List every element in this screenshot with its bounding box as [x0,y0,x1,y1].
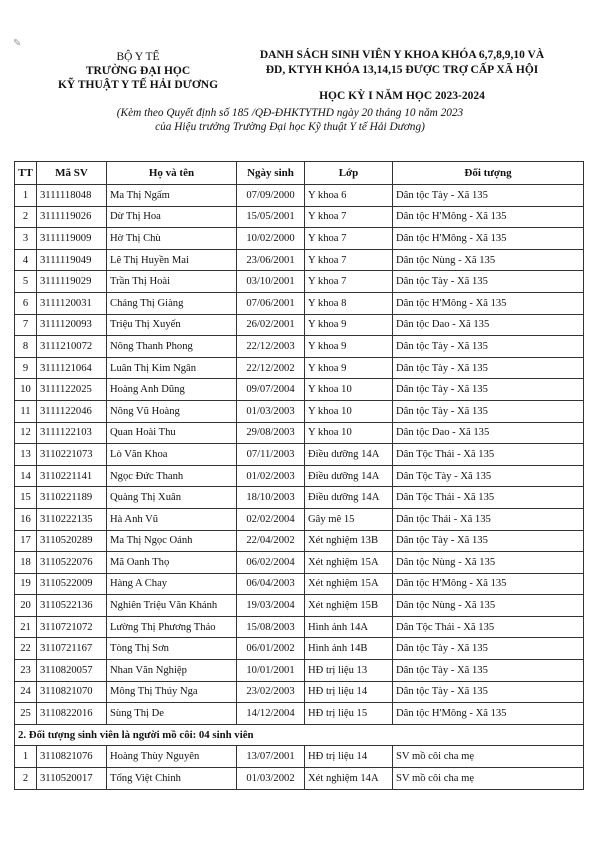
note-line-1: (Kèm theo Quyết định số 185 /QĐ-ĐHKTYTHD ngày 20 tháng 10 năm 2023 [116,107,464,119]
table-row [15,314,584,336]
cell-ho-ten: Nghiên Triệu Văn Khánh [107,595,237,617]
cell-doi-tuong: Dân tộc H'Mông - Xã 135 [393,292,584,314]
cell-ma-sv: 3110221073 [37,444,107,466]
cell-ngay-sinh: 01/03/2002 [237,768,305,790]
cell-ma-sv: 3111122103 [37,422,107,444]
cell-ngay-sinh: 15/08/2003 [237,616,305,638]
cell-ho-ten: Tống Việt Chinh [107,768,237,790]
cell-ho-ten: Dừ Thị Hoa [107,206,237,228]
cell-ma-sv: 3111120093 [37,314,107,336]
cell-ma-sv: 3110222135 [37,508,107,530]
table-row [15,638,584,660]
table-header [15,162,584,185]
cell-ho-ten: Nông Vũ Hoàng [107,400,237,422]
cell-lop: Y khoa 6 [305,185,393,207]
cell-lop: Xét nghiệm 13B [305,530,393,552]
cell-lop: Điều dưỡng 14A [305,487,393,509]
cell-ho-ten: Luân Thị Kim Ngân [107,357,237,379]
cell-lop: Y khoa 9 [305,357,393,379]
semester-title: HỌC KỲ I NĂM HỌC 2023-2024 [319,90,485,102]
cell-ho-ten: Hờ Thị Chù [107,228,237,250]
cell-ma-sv: 3110820057 [37,660,107,682]
cell-ho-ten: Sùng Thị De [107,703,237,725]
cell-ngay-sinh: 06/04/2003 [237,573,305,595]
cell-ma-sv: 3110522076 [37,552,107,574]
cell-doi-tuong: Dân tộc Tày - Xã 135 [393,379,584,401]
cell-ho-ten: Hà Anh Vũ [107,508,237,530]
cell-ngay-sinh: 02/02/2004 [237,508,305,530]
cell-ma-sv: 3110721167 [37,638,107,660]
cell-ho-ten: Mã Oanh Thọ [107,552,237,574]
cell-tt: 7 [15,314,37,336]
cell-lop: Y khoa 7 [305,249,393,271]
cell-doi-tuong: Dân tộc H'Mông - Xã 135 [393,206,584,228]
table-row [15,357,584,379]
table-row [15,530,584,552]
cell-tt: 6 [15,292,37,314]
cell-ma-sv: 3110821070 [37,681,107,703]
cell-ma-sv: 3111122046 [37,400,107,422]
col-tt: TT [15,162,37,185]
cell-lop: Y khoa 7 [305,228,393,250]
cell-ma-sv: 3111122025 [37,379,107,401]
cell-lop: Y khoa 9 [305,314,393,336]
cell-ho-ten: Hàng A Chay [107,573,237,595]
cell-tt: 19 [15,573,37,595]
cell-ho-ten: Mông Thị Thúy Nga [107,681,237,703]
col-ngay-sinh: Ngày sinh [237,162,305,185]
cell-ho-ten: Lường Thị Phương Thảo [107,616,237,638]
cell-ma-sv: 3110822016 [37,703,107,725]
cell-ngay-sinh: 07/06/2001 [237,292,305,314]
cell-tt: 8 [15,336,37,358]
cell-lop: Y khoa 8 [305,292,393,314]
cell-ngay-sinh: 06/01/2002 [237,638,305,660]
cell-tt: 15 [15,487,37,509]
cell-lop: Hình ảnh 14B [305,638,393,660]
cell-ngay-sinh: 06/02/2004 [237,552,305,574]
cell-doi-tuong: Dân tộc Tày - Xã 135 [393,185,584,207]
cell-ngay-sinh: 10/01/2001 [237,660,305,682]
cell-ngay-sinh: 19/03/2004 [237,595,305,617]
cell-doi-tuong: Dân tộc Tày - Xã 135 [393,638,584,660]
table-row [15,206,584,228]
cell-doi-tuong: Dân tộc Tày - Xã 135 [393,400,584,422]
col-lop: Lớp [305,162,393,185]
cell-ngay-sinh: 23/06/2001 [237,249,305,271]
cell-ho-ten: Ma Thị Ngấm [107,185,237,207]
scan-mark: ✎ [13,38,22,49]
table-row [15,487,584,509]
cell-tt: 9 [15,357,37,379]
cell-ho-ten: Hoàng Thùy Nguyên [107,746,237,768]
cell-doi-tuong: Dân tộc Dao - Xã 135 [393,314,584,336]
cell-lop: Xét nghiệm 14A [305,768,393,790]
cell-lop: Xét nghiệm 15A [305,552,393,574]
cell-doi-tuong: Dân tộc Tày - Xã 135 [393,271,584,293]
cell-ho-ten: Nhan Văn Nghiệp [107,660,237,682]
cell-ngay-sinh: 01/02/2003 [237,465,305,487]
cell-ngay-sinh: 01/03/2003 [237,400,305,422]
cell-ma-sv: 3110221189 [37,487,107,509]
cell-lop: Y khoa 10 [305,379,393,401]
cell-doi-tuong: Dân tộc Tày - Xã 135 [393,336,584,358]
col-doi-tuong: Đối tượng [393,162,584,185]
cell-ho-ten: Nông Thanh Phong [107,336,237,358]
cell-doi-tuong: Dân tộc H'Mông - Xã 135 [393,228,584,250]
cell-ma-sv: 3110522136 [37,595,107,617]
cell-doi-tuong: Dân tộc Tày - Xã 135 [393,660,584,682]
cell-doi-tuong: Dân Tộc Thái - Xã 135 [393,487,584,509]
issuer-block [48,50,228,92]
cell-doi-tuong: Dân tộc Nùng - Xã 135 [393,249,584,271]
cell-ngay-sinh: 23/02/2003 [237,681,305,703]
cell-ngay-sinh: 22/12/2003 [237,336,305,358]
cell-ma-sv: 3111121064 [37,357,107,379]
cell-tt: 10 [15,379,37,401]
cell-lop: HĐ trị liệu 14 [305,746,393,768]
cell-ho-ten: Tòng Thị Sơn [107,638,237,660]
cell-tt: 1 [15,185,37,207]
cell-ho-ten: Quàng Thị Xuân [107,487,237,509]
table-row [15,400,584,422]
cell-tt: 11 [15,400,37,422]
cell-tt: 18 [15,552,37,574]
cell-ngay-sinh: 13/07/2001 [237,746,305,768]
cell-lop: HĐ trị liệu 13 [305,660,393,682]
table-row [15,422,584,444]
cell-lop: Y khoa 9 [305,336,393,358]
cell-ma-sv: 3111120031 [37,292,107,314]
cell-ma-sv: 3111119009 [37,228,107,250]
cell-ma-sv: 3110221141 [37,465,107,487]
cell-lop: HĐ trị liệu 14 [305,681,393,703]
cell-lop: Điều dưỡng 14A [305,444,393,466]
cell-ngay-sinh: 26/02/2001 [237,314,305,336]
cell-doi-tuong: Dân tộc Nùng - Xã 135 [393,595,584,617]
cell-ma-sv: 3111118048 [37,185,107,207]
cell-ngay-sinh: 14/12/2004 [237,703,305,725]
cell-ma-sv: 3110520289 [37,530,107,552]
cell-lop: Gây mê 15 [305,508,393,530]
cell-ho-ten: Hoàng Anh Dũng [107,379,237,401]
cell-doi-tuong: Dân Tộc Thái - Xã 135 [393,616,584,638]
table-row [15,616,584,638]
cell-ho-ten: Lò Văn Khoa [107,444,237,466]
cell-lop: Y khoa 10 [305,400,393,422]
cell-lop: Xét nghiệm 15A [305,573,393,595]
cell-ma-sv: 3110721072 [37,616,107,638]
table-row [15,336,584,358]
cell-ho-ten: Ma Thị Ngọc Oánh [107,530,237,552]
cell-tt: 21 [15,616,37,638]
cell-doi-tuong: Dân tộc Tày - Xã 135 [393,681,584,703]
table-row [15,228,584,250]
cell-tt: 4 [15,249,37,271]
cell-ngay-sinh: 10/02/2000 [237,228,305,250]
cell-lop: Xét nghiệm 15B [305,595,393,617]
cell-ngay-sinh: 15/05/2001 [237,206,305,228]
table-row [15,444,584,466]
cell-ngay-sinh: 07/11/2003 [237,444,305,466]
table-row [15,552,584,574]
cell-ma-sv: 3111119026 [37,206,107,228]
cell-tt: 1 [15,746,37,768]
section-2-title: 2. Đối tượng sinh viên là người mồ côi: 04 sinh viên [15,724,584,746]
cell-ho-ten: Trần Thị Hoài [107,271,237,293]
cell-tt: 16 [15,508,37,530]
table-row [15,508,584,530]
cell-ho-ten: Cháng Thị Giàng [107,292,237,314]
cell-ngay-sinh: 18/10/2003 [237,487,305,509]
cell-tt: 25 [15,703,37,725]
cell-doi-tuong: Dân tộc Nùng - Xã 135 [393,552,584,574]
cell-ma-sv: 3110520017 [37,768,107,790]
table-row [15,681,584,703]
cell-doi-tuong: Dân tộc Tày - Xã 135 [393,357,584,379]
cell-doi-tuong: SV mồ côi cha mẹ [393,746,584,768]
cell-lop: Y khoa 10 [305,422,393,444]
cell-ngay-sinh: 03/10/2001 [237,271,305,293]
cell-tt: 17 [15,530,37,552]
cell-tt: 2 [15,206,37,228]
col-ho-ten: Họ và tên [107,162,237,185]
col-ma-sv: Mã SV [37,162,107,185]
cell-ma-sv: 3111119049 [37,249,107,271]
cell-doi-tuong: Dân Tộc Thái - Xã 135 [393,444,584,466]
table-row [15,249,584,271]
cell-ngay-sinh: 09/07/2004 [237,379,305,401]
cell-tt: 3 [15,228,37,250]
cell-ho-ten: Lê Thị Huyền Mai [107,249,237,271]
cell-doi-tuong: Dân tộc Thái - Xã 135 [393,508,584,530]
table-row [15,703,584,725]
cell-lop: Y khoa 7 [305,206,393,228]
note-line-2: của Hiệu trưởng Trường Đại học Kỹ thuật Y tế Hải Dương) [155,121,425,133]
cell-ngay-sinh: 29/08/2003 [237,422,305,444]
cell-tt: 13 [15,444,37,466]
cell-tt: 2 [15,768,37,790]
cell-tt: 12 [15,422,37,444]
cell-doi-tuong: Dân tộc H'Mông - Xã 135 [393,573,584,595]
cell-ho-ten: Ngọc Đức Thanh [107,465,237,487]
cell-ma-sv: 3110821076 [37,746,107,768]
cell-lop: Điều dưỡng 14A [305,465,393,487]
cell-tt: 22 [15,638,37,660]
cell-lop: Y khoa 7 [305,271,393,293]
school-name-1: TRƯỜNG ĐẠI HỌC [85,65,191,77]
table-row [15,185,584,207]
cell-ngay-sinh: 22/04/2002 [237,530,305,552]
section-2-row [15,724,584,746]
school-name-2: KỸ THUẬT Y TẾ HẢI DƯƠNG [57,79,219,91]
cell-ma-sv: 3111210072 [37,336,107,358]
cell-doi-tuong: Dân tộc Dao - Xã 135 [393,422,584,444]
table-row [15,595,584,617]
cell-tt: 5 [15,271,37,293]
cell-ma-sv: 3110522009 [37,573,107,595]
table-row [15,465,584,487]
table-row [15,379,584,401]
decision-note [60,106,520,134]
cell-doi-tuong: Dân tộc Tày - Xã 135 [393,530,584,552]
table-row [15,292,584,314]
cell-tt: 23 [15,660,37,682]
cell-lop: HĐ trị liệu 15 [305,703,393,725]
cell-ho-ten: Triệu Thị Xuyến [107,314,237,336]
ministry-name: BỘ Y TẾ [116,51,160,63]
cell-doi-tuong: SV mồ côi cha mẹ [393,768,584,790]
cell-ngay-sinh: 22/12/2002 [237,357,305,379]
cell-ho-ten: Quan Hoài Thu [107,422,237,444]
title-line-1: DANH SÁCH SINH VIÊN Y KHOA KHÓA 6,7,8,9,10 VÀ [259,49,545,61]
table-row [15,746,584,768]
document-title [232,48,572,78]
table-row [15,768,584,790]
cell-tt: 24 [15,681,37,703]
cell-ma-sv: 3111119029 [37,271,107,293]
cell-ngay-sinh: 07/09/2000 [237,185,305,207]
cell-lop: Hình ảnh 14A [305,616,393,638]
cell-tt: 14 [15,465,37,487]
cell-tt: 20 [15,595,37,617]
title-line-2: ĐD, KTYH KHÓA 13,14,15 ĐƯỢC TRỢ CẤP XÃ HỘI [265,64,539,76]
cell-doi-tuong: Dân Tộc Tày - Xã 135 [393,465,584,487]
table-row [15,271,584,293]
cell-doi-tuong: Dân tộc H'Mông - Xã 135 [393,703,584,725]
table-row [15,573,584,595]
table-row [15,660,584,682]
student-table [14,161,584,790]
